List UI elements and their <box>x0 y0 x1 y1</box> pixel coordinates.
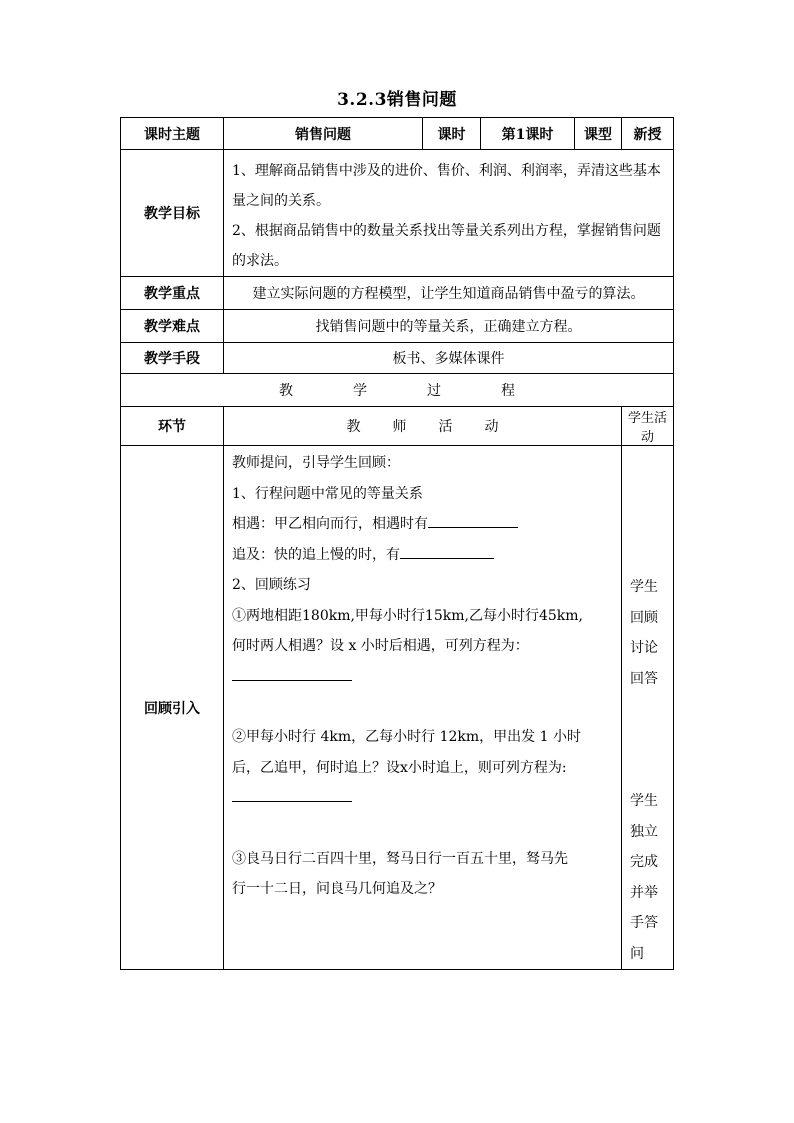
question-1-blank[interactable] <box>232 664 352 681</box>
chase-relation: 追及：快的追上慢的时，有 <box>232 540 617 571</box>
page-title: 3.2.3销售问题 <box>337 90 457 110</box>
lesson-plan-table <box>120 117 674 970</box>
meet-relation: 相遇：甲乙相向而行，相遇时有 <box>232 509 617 540</box>
review-row <box>121 446 674 970</box>
difficulties-row <box>121 310 674 343</box>
means-label: 教学手段 <box>121 343 224 374</box>
goals-label: 教学目标 <box>121 150 224 277</box>
question-3-line-2: 行一十二日，问良马几何追及之？ <box>232 881 442 897</box>
spacer <box>232 814 617 844</box>
goal-2: 2、根据商品销售中的数量关系找出等量关系列出方程，掌握销售问题的求法。 <box>232 223 661 269</box>
means-row <box>121 343 674 374</box>
goals-row <box>121 150 674 277</box>
period-value: 第1课时 <box>481 118 575 150</box>
stage-column-header: 环节 <box>121 407 224 446</box>
spacer <box>232 692 617 722</box>
question-2-answer <box>232 783 617 814</box>
topic-value: 销售问题 <box>224 118 423 150</box>
process-heading: 教学过程 <box>121 374 674 407</box>
student-activity-2a: 学生独立完成 <box>630 793 658 870</box>
question-1-line-1: ①两地相距180km,甲每小时行15km,乙每小时行45km, <box>232 607 583 624</box>
question-1-answer <box>232 662 617 693</box>
student-activity-1a: 学生回顾讨论 <box>630 579 658 656</box>
difficulties-label: 教学难点 <box>121 310 224 343</box>
review-label: 回顾引入 <box>121 446 224 970</box>
review-item-2: 2、回顾练习 <box>232 577 311 593</box>
chase-blank[interactable] <box>400 542 494 559</box>
column-header-row <box>121 407 674 446</box>
student-activity-1b: 回答 <box>630 670 658 687</box>
question-2-blank[interactable] <box>232 785 352 802</box>
topic-label: 课时主题 <box>121 118 224 150</box>
teacher-column-header: 教师活动 <box>224 407 622 446</box>
question-1-line-2: 何时两人相遇？设 x 小时后相遇，可列方程为： <box>232 638 529 654</box>
goals-content <box>224 150 674 277</box>
means-text: 板书、多媒体课件 <box>224 343 674 374</box>
question-2-line-2: 后，乙追甲，何时追上？设x小时追上，则可列方程为: <box>232 759 567 776</box>
header-row <box>121 118 674 150</box>
goal-1: 1、理解商品销售中涉及的进价、售价、利润、利润率，弄清这些基本量之间的关系。 <box>232 163 661 209</box>
student-activity <box>622 446 674 970</box>
key-points-text: 建立实际问题的方程模型，让学生知道商品销售中盈亏的算法。 <box>224 277 674 310</box>
question-3-line-1: ③良马日行二百四十里，驽马日行一百五十里，驽马先 <box>232 850 568 867</box>
key-points-label: 教学重点 <box>121 277 224 310</box>
process-heading-row <box>121 374 674 407</box>
student-column-header: 学生活动 <box>622 407 674 446</box>
difficulties-text: 找销售问题中的等量关系，正确建立方程。 <box>224 310 674 343</box>
type-value: 新授 <box>622 118 674 150</box>
teacher-activity <box>224 446 622 970</box>
meet-blank[interactable] <box>428 511 518 528</box>
period-label: 课时 <box>423 118 481 150</box>
student-activity-2b: 并举手答问 <box>630 884 658 962</box>
key-points-row <box>121 277 674 310</box>
review-item-1: 1、行程问题中常见的等量关系 <box>232 485 423 502</box>
type-label: 课型 <box>575 118 622 150</box>
review-intro: 教师提问，引导学生回顾： <box>232 455 400 471</box>
question-2-line-1: ②甲每小时行 4km，乙每小时行 12km，甲出发 1 小时 <box>232 729 581 745</box>
